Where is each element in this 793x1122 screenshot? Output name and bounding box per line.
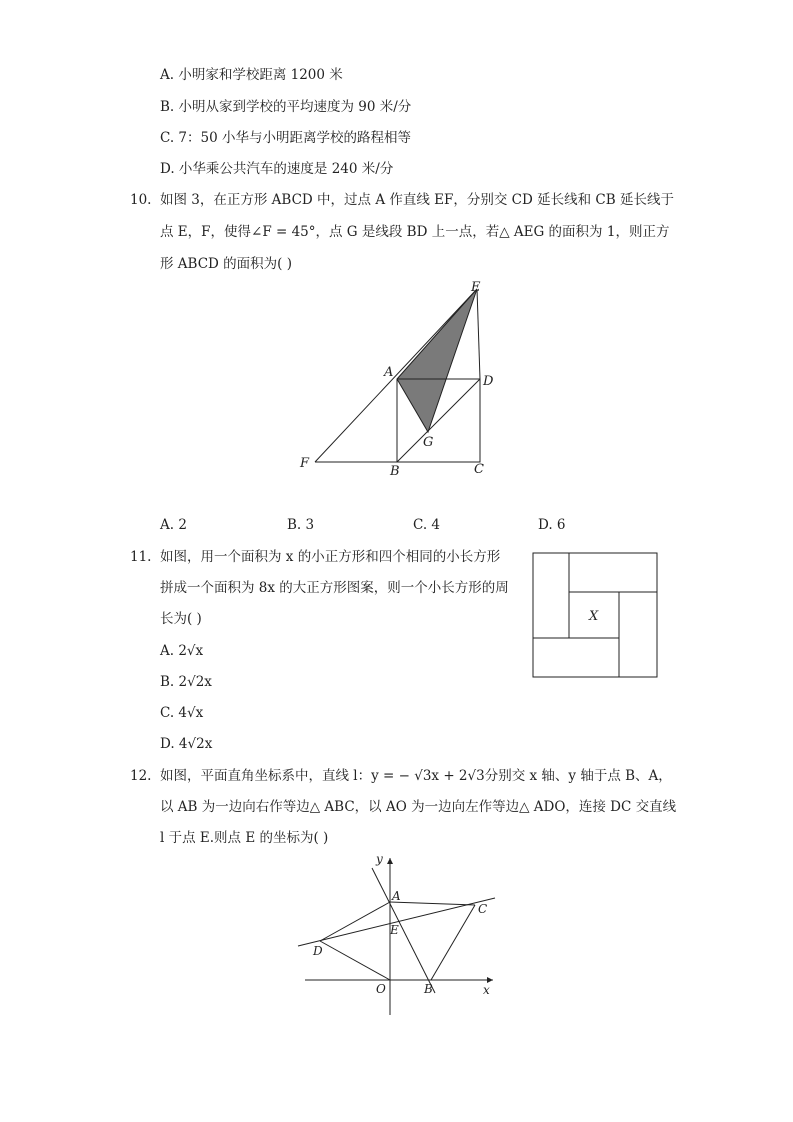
q10-shaded-triangle	[397, 289, 477, 432]
q12-label-x: x	[483, 983, 490, 997]
q10-option-c: C. 4	[413, 517, 441, 533]
q10-label-a: A	[384, 365, 394, 380]
q12-label-e: E	[390, 923, 399, 937]
q11-line-2: 拼成一个面积为 8x 的大正方形图案，则一个小长方形的周	[160, 580, 509, 596]
q11-line-1: 如图，用一个面积为 x 的小正方形和四个相同的小长方形	[160, 549, 501, 565]
q10-option-d: D. 6	[538, 517, 566, 533]
q10-label-b: B	[390, 464, 400, 479]
q12-line-3: l 于点 E.则点 E 的坐标为( )	[160, 830, 329, 846]
q10-line-3: 形 ABCD 的面积为( )	[160, 256, 292, 272]
q9-option-a: A. 小明家和学校距离 1200 米	[160, 67, 343, 83]
q12-label-y: y	[376, 852, 383, 866]
q10-label-e: E	[471, 280, 481, 295]
q12-label-c: C	[478, 902, 488, 916]
q11-option-a: A. 2√x	[160, 643, 204, 659]
q11-label-x: X	[589, 609, 599, 624]
q10-line-ce	[477, 289, 480, 379]
q10-number: 10.	[130, 192, 152, 208]
q12-line-1: 如图，平面直角坐标系中，直线 l：y = − √3x + 2√3分别交 x 轴、y 轴于点 B、A，	[160, 768, 672, 784]
q12-side-do	[320, 941, 390, 980]
q9-option-c: C. 7：50 小华与小明距离学校的路程相等	[160, 130, 411, 146]
q11-number: 11.	[130, 549, 152, 565]
q12-line-2: 以 AB 为一边向右作等边△ ABC，以 AO 为一边向左作等边△ ADO，连接 DC 交直线	[160, 799, 677, 815]
q12-label-d: D	[313, 944, 323, 958]
q10-line-1: 如图 3，在正方形 ABCD 中，过点 A 作直线 EF，分别交 CD 延长线和 CB 延长线于	[160, 192, 674, 208]
q11-option-d: D. 4√2x	[160, 736, 213, 752]
q9-option-b: B. 小明从家到学校的平均速度为 90 米/分	[160, 99, 412, 115]
q12-side-ac	[390, 902, 475, 905]
q12-label-b: B	[424, 982, 433, 996]
q10-option-a: A. 2	[160, 517, 187, 533]
q10-label-c: C	[474, 462, 484, 477]
q12-label-o: O	[376, 982, 386, 996]
q10-line-2: 点 E，F，使得∠F = 45°，点 G 是线段 BD 上一点，若△ AEG 的面积为 1，则正方	[160, 224, 670, 240]
q10-label-f: F	[300, 456, 310, 471]
q11-line-3: 长为( )	[160, 611, 202, 627]
q10-label-d: D	[483, 374, 494, 389]
q11-option-b: B. 2√2x	[160, 674, 212, 690]
q9-option-d: D. 小华乘公共汽车的速度是 240 米/分	[160, 161, 394, 177]
q12-side-ad	[320, 902, 390, 941]
q10-figure	[290, 275, 500, 480]
q12-line-l	[372, 868, 435, 993]
q12-figure	[290, 850, 505, 1020]
q11-figure	[532, 552, 659, 679]
q10-option-b: B. 3	[287, 517, 315, 533]
q12-number: 12.	[130, 768, 152, 784]
q10-label-g: G	[423, 435, 434, 450]
q11-option-c: C. 4√x	[160, 705, 204, 721]
q12-side-cb	[431, 905, 475, 980]
q12-label-a: A	[392, 889, 401, 903]
q10-line-fe	[315, 289, 477, 462]
